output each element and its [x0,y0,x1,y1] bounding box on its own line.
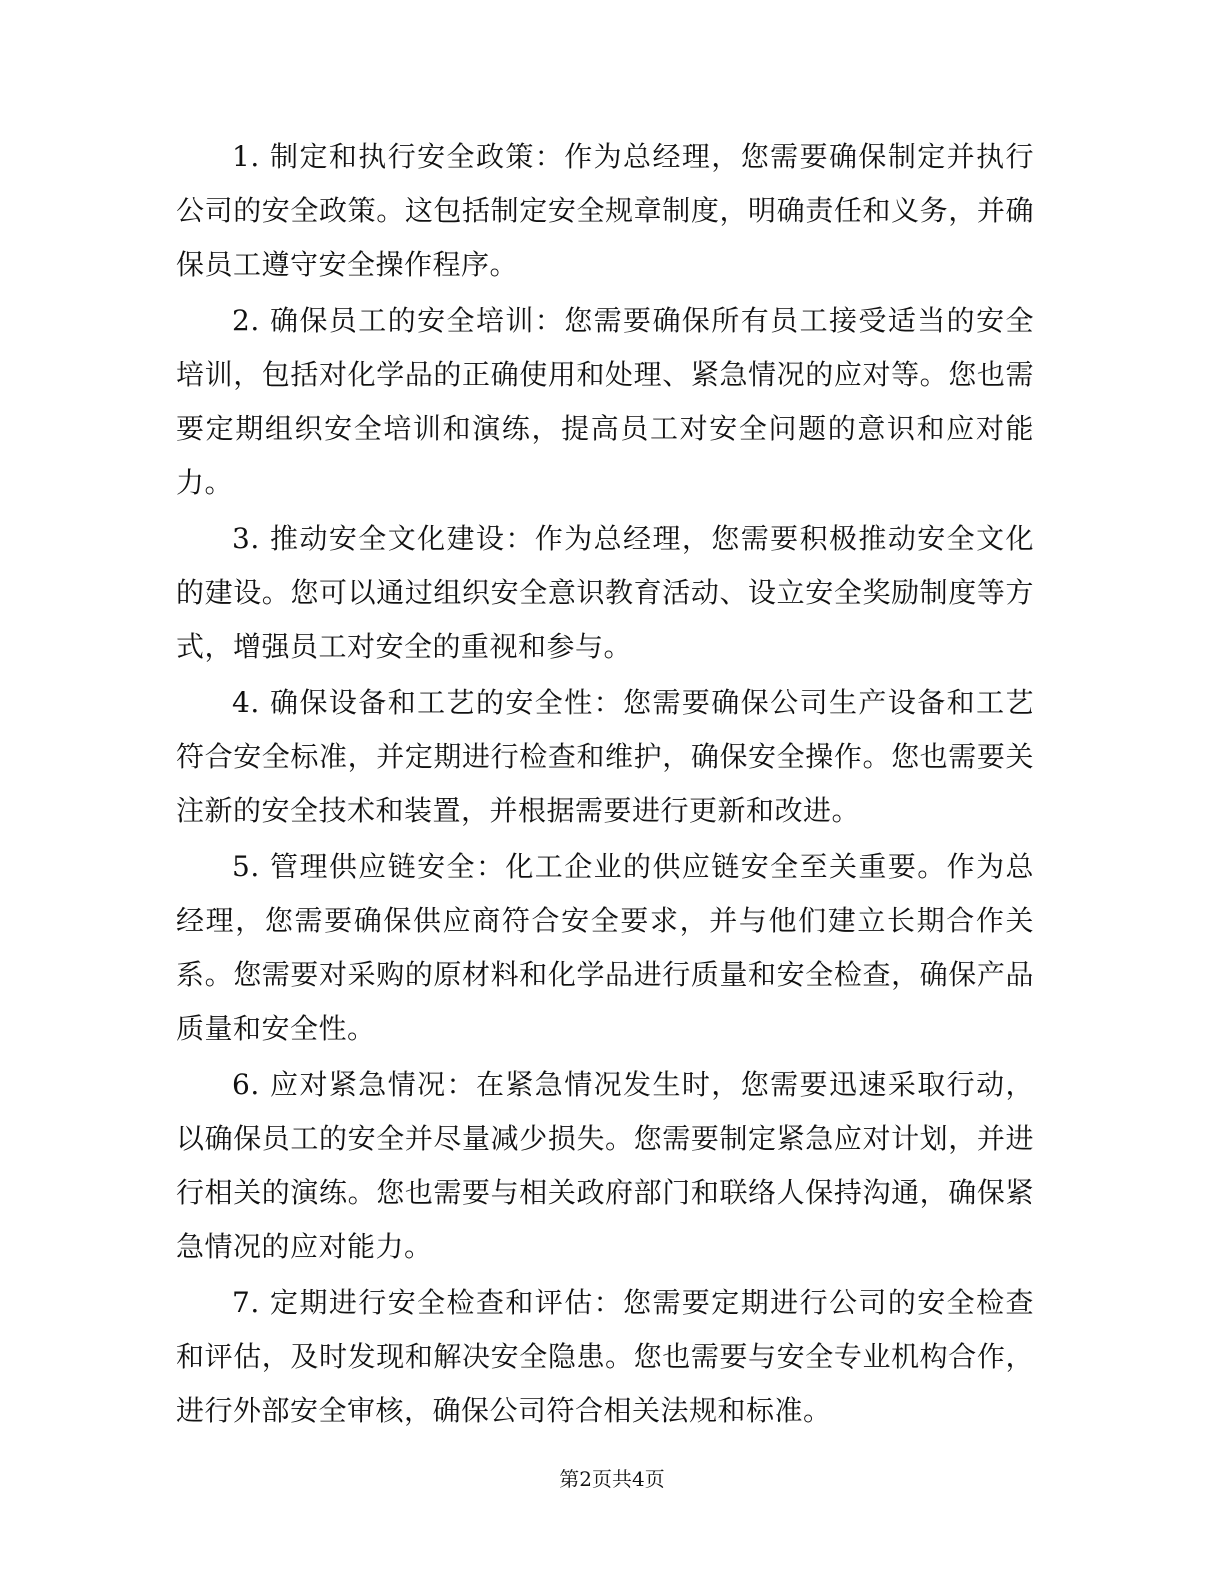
paragraph-2: 2. 确保员工的安全培训：您需要确保所有员工接受适当的安全培训，包括对化学品的正确使用和处理、紧急情况的应对等。您也需要定期组织安全培训和演练，提高员工对安全问题的意识和应对能力。 [176,304,1034,499]
paragraph-4: 4. 确保设备和工艺的安全性：您需要确保公司生产设备和工艺符合安全标准，并定期进行检查和维护，确保安全操作。您也需要关注新的安全技术和装置，并根据需要进行更新和改进。 [176,686,1034,827]
paragraph-3: 3. 推动安全文化建设：作为总经理，您需要积极推动安全文化的建设。您可以通过组织安全意识教育活动、设立安全奖励制度等方式，增强员工对安全的重视和参与。 [176,522,1034,663]
paragraph-5: 5. 管理供应链安全：化工企业的供应链安全至关重要。作为总经理，您需要确保供应商符合安全要求，并与他们建立长期合作关系。您需要对采购的原材料和化学品进行质量和安全检查，确保产品质量和安全性。 [176,850,1034,1045]
paragraph-7: 7. 定期进行安全检查和评估：您需要定期进行公司的安全检查和评估，及时发现和解决安全隐患。您也需要与安全专业机构合作，进行外部安全审核，确保公司符合相关法规和标准。 [176,1286,1034,1427]
page-footer [0,1465,1224,1493]
paragraph-6: 6. 应对紧急情况：在紧急情况发生时，您需要迅速采取行动，以确保员工的安全并尽量减少损失。您需要制定紧急应对计划，并进行相关的演练。您也需要与相关政府部门和联络人保持沟通，确保紧急情况的应对能力。 [176,1068,1034,1263]
page-number-label: 第2页共4页 [559,1467,665,1491]
document-body [176,130,1034,1440]
paragraph-1: 1. 制定和执行安全政策：作为总经理，您需要确保制定并执行公司的安全政策。这包括制定安全规章制度，明确责任和义务，并确保员工遵守安全操作程序。 [176,140,1034,281]
